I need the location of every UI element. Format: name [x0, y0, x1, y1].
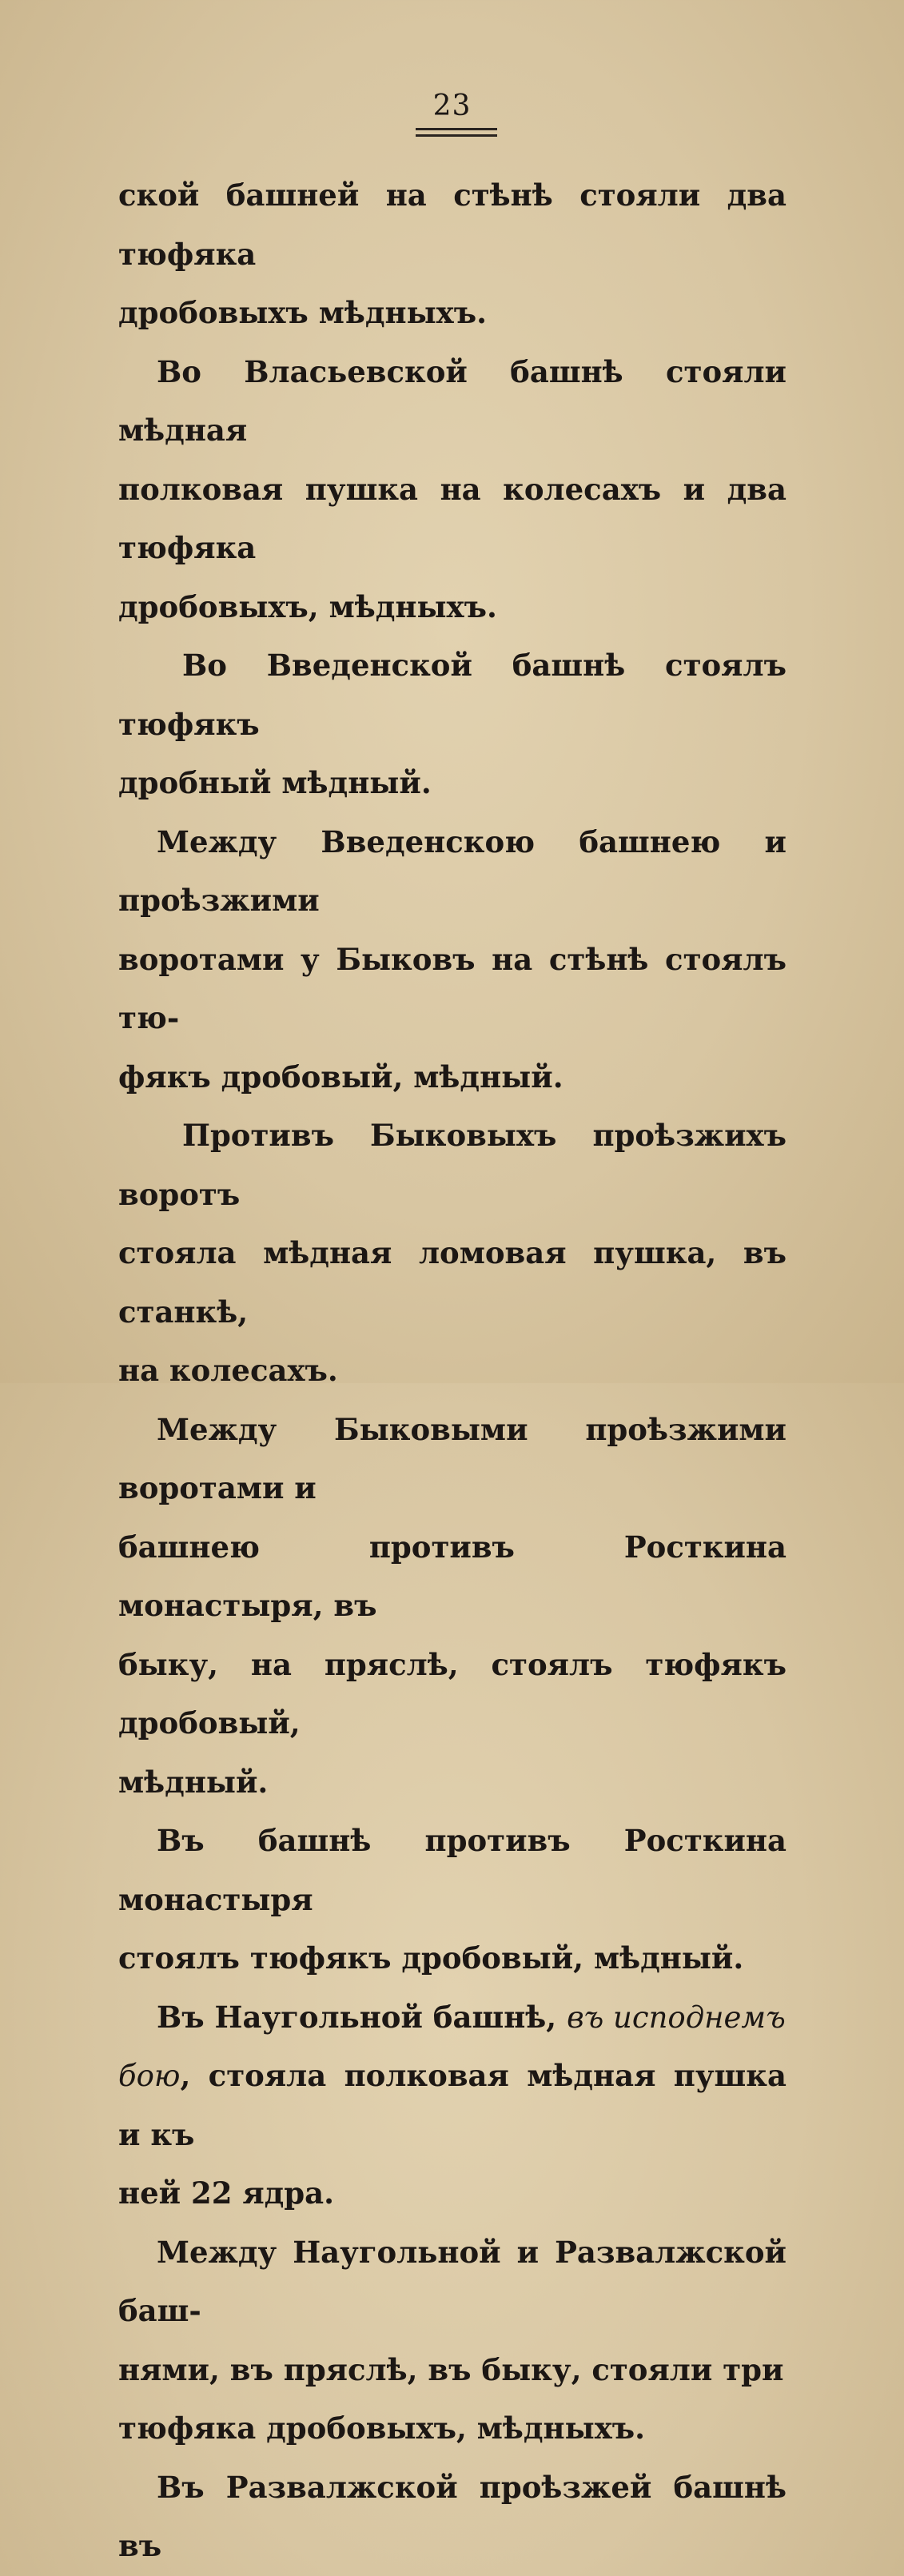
header-rule-top	[416, 128, 497, 130]
paragraph-between-naugolnaya-and-razvalzhskaya: Между Наугольной и Развалжской баш- нями, въ пряслѣ, въ быку, стояли три тюфяка дробовыхъ, мѣдныхъ.	[118, 2234, 787, 2446]
paragraph-vlasevskaya-tower: Во Власьевской башнѣ стояли мѣдная полковая пушка на колесахъ и два тюфяка дробовыхъ, мѣдныхъ.	[118, 353, 787, 624]
paragraph-naugolnaya-tower	[118, 1988, 787, 2223]
paragraph-between-bykov-gates-and-tower: Между Быковыми проѣзжими воротами и башнею противъ Росткина монастыря, въ быку, на пряслѣ, стоялъ тюфякъ дробовый, мѣдный.	[118, 1411, 787, 1800]
paragraph-tower-against-rostkin: Въ башнѣ противъ Росткина монастыря стоялъ тюфякъ дробовый, мѣдный.	[118, 1823, 787, 1976]
paragraph-vvedenskaya-tower: Во Введенской башнѣ стоялъ тюфякъ дробный мѣдный.	[118, 648, 787, 800]
page-number: 23	[432, 90, 472, 122]
paragraph-between-vvedenskaya-and-gates: Между Введенскою башнею и проѣзжими воротами у Быковъ на стѣнѣ стоялъ тю- фякъ дробовый, мѣдный.	[118, 823, 787, 1095]
paragraph-against-bykov-gates: Противъ Быковыхъ проѣзжихъ воротъ стояла мѣдная ломовая пушка, въ станкѣ, на колесахъ.	[118, 1118, 787, 1388]
naugolnaya-text-before: Въ Наугольной башнѣ,	[157, 1999, 567, 2035]
paragraph-continued: ской башней на стѣнѣ стояли два тюфяка дробовыхъ мѣдныхъ.	[118, 177, 787, 330]
naugolnaya-text-after: , стояла полковая мѣдная пушка и къ ней 22 ядра.	[118, 2058, 787, 2211]
body-text	[118, 166, 787, 2576]
header-rule-bottom	[416, 134, 497, 137]
naugolnaya-italic-phrase: въ исподнемъ бою	[118, 2000, 786, 2093]
paragraph-razvalzhskaya-tower: Въ Развалжской проѣзжей башнѣ въ	[118, 2469, 787, 2563]
